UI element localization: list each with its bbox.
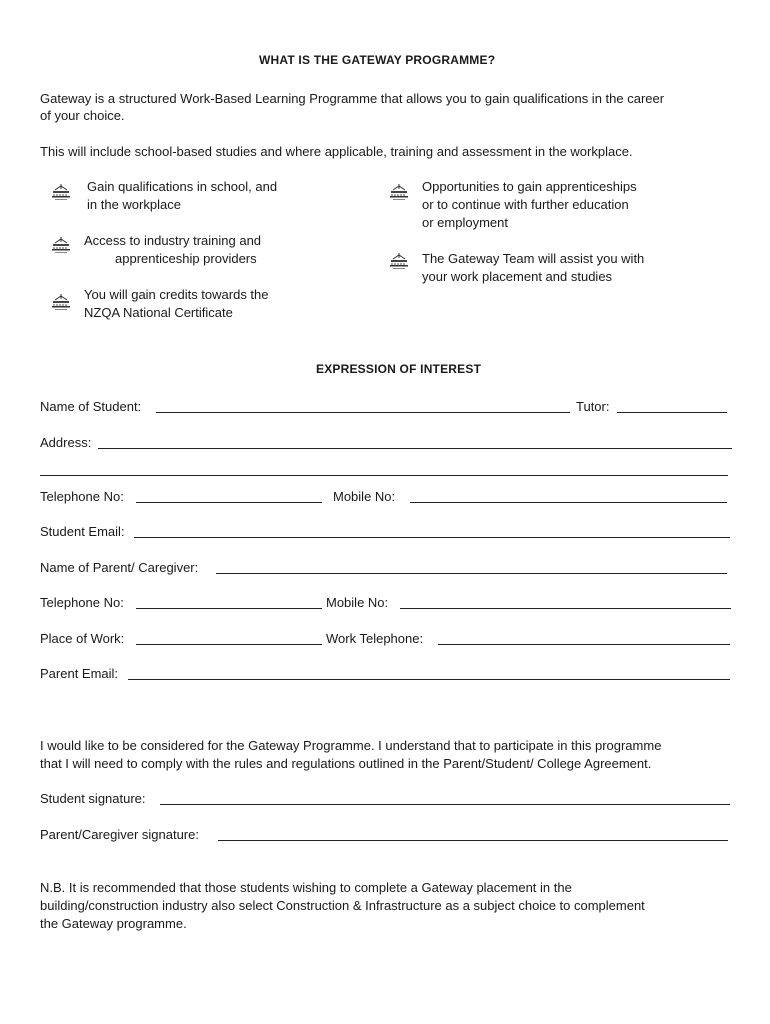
parent-mobile-label: Mobile No: [326, 595, 389, 610]
bullet-4-line-3: or employment [422, 215, 508, 230]
parent-email-field[interactable] [128, 679, 730, 680]
place-of-work-field[interactable] [136, 644, 322, 645]
address-label: Address: [40, 435, 92, 450]
bullet-5-line-1: The Gateway Team will assist you with [422, 251, 645, 266]
intro-text-line-1: Gateway is a structured Work-Based Learning Programme that allows you to gain qualifications in the career [40, 91, 665, 106]
logo-icon [50, 183, 72, 201]
studies-text: This will include school-based studies and where applicable, training and assessment in the workplace. [40, 144, 633, 159]
telephone-label: Telephone No: [40, 489, 124, 504]
note-line-1: N.B. It is recommended that those students wishing to complete a Gateway placement in the [40, 880, 572, 895]
logo-icon [388, 183, 410, 201]
tutor-field[interactable] [617, 412, 727, 413]
declaration-line-2: that I will need to comply with the rules and regulations outlined in the Parent/Student/ College Agreement. [40, 756, 652, 771]
note-line-2: building/construction industry also select Construction & Infrastructure as a subject choice to complement [40, 898, 645, 913]
place-of-work-label: Place of Work: [40, 631, 125, 646]
telephone-field[interactable] [136, 502, 322, 503]
logo-icon [50, 236, 72, 254]
work-telephone-field[interactable] [438, 644, 730, 645]
parent-email-label: Parent Email: [40, 666, 119, 681]
student-email-field[interactable] [134, 537, 730, 538]
bullet-2-line-2: apprenticeship providers [115, 251, 257, 266]
student-name-field[interactable] [156, 412, 570, 413]
bullet-1-line-1: Gain qualifications in school, and [87, 179, 278, 194]
intro-text-line-2: of your choice. [40, 108, 125, 123]
address-field-line-1[interactable] [98, 448, 732, 449]
work-telephone-label: Work Telephone: [326, 631, 424, 646]
parent-signature-field[interactable] [218, 840, 728, 841]
student-signature-label: Student signature: [40, 791, 146, 806]
student-email-label: Student Email: [40, 524, 125, 539]
page-title: WHAT IS THE GATEWAY PROGRAMME? [259, 53, 496, 67]
parent-telephone-field[interactable] [136, 608, 322, 609]
parent-signature-label: Parent/Caregiver signature: [40, 827, 199, 842]
bullet-2-line-1: Access to industry training and [84, 233, 262, 248]
address-field-line-2[interactable] [40, 475, 728, 476]
bullet-3-line-1: You will gain credits towards the [84, 287, 269, 302]
mobile-label: Mobile No: [333, 489, 396, 504]
bullet-1-line-2: in the workplace [87, 197, 181, 212]
student-name-label: Name of Student: [40, 399, 142, 414]
declaration-line-1: I would like to be considered for the Gateway Programme. I understand that to participate in this programme [40, 738, 662, 753]
mobile-field[interactable] [410, 502, 727, 503]
tutor-label: Tutor: [576, 399, 610, 414]
bullet-5-line-2: your work placement and studies [422, 269, 613, 284]
bullet-3-line-2: NZQA National Certificate [84, 305, 233, 320]
parent-mobile-field[interactable] [400, 608, 731, 609]
parent-name-label: Name of Parent/ Caregiver: [40, 560, 199, 575]
student-signature-field[interactable] [160, 804, 730, 805]
bullet-4-line-2: or to continue with further education [422, 197, 629, 212]
logo-icon [50, 293, 72, 311]
note-line-3: the Gateway programme. [40, 916, 187, 931]
logo-icon [388, 252, 410, 270]
form-heading: EXPRESSION OF INTEREST [316, 362, 482, 376]
parent-telephone-label: Telephone No: [40, 595, 124, 610]
parent-name-field[interactable] [216, 573, 727, 574]
bullet-4-line-1: Opportunities to gain apprenticeships [422, 179, 637, 194]
